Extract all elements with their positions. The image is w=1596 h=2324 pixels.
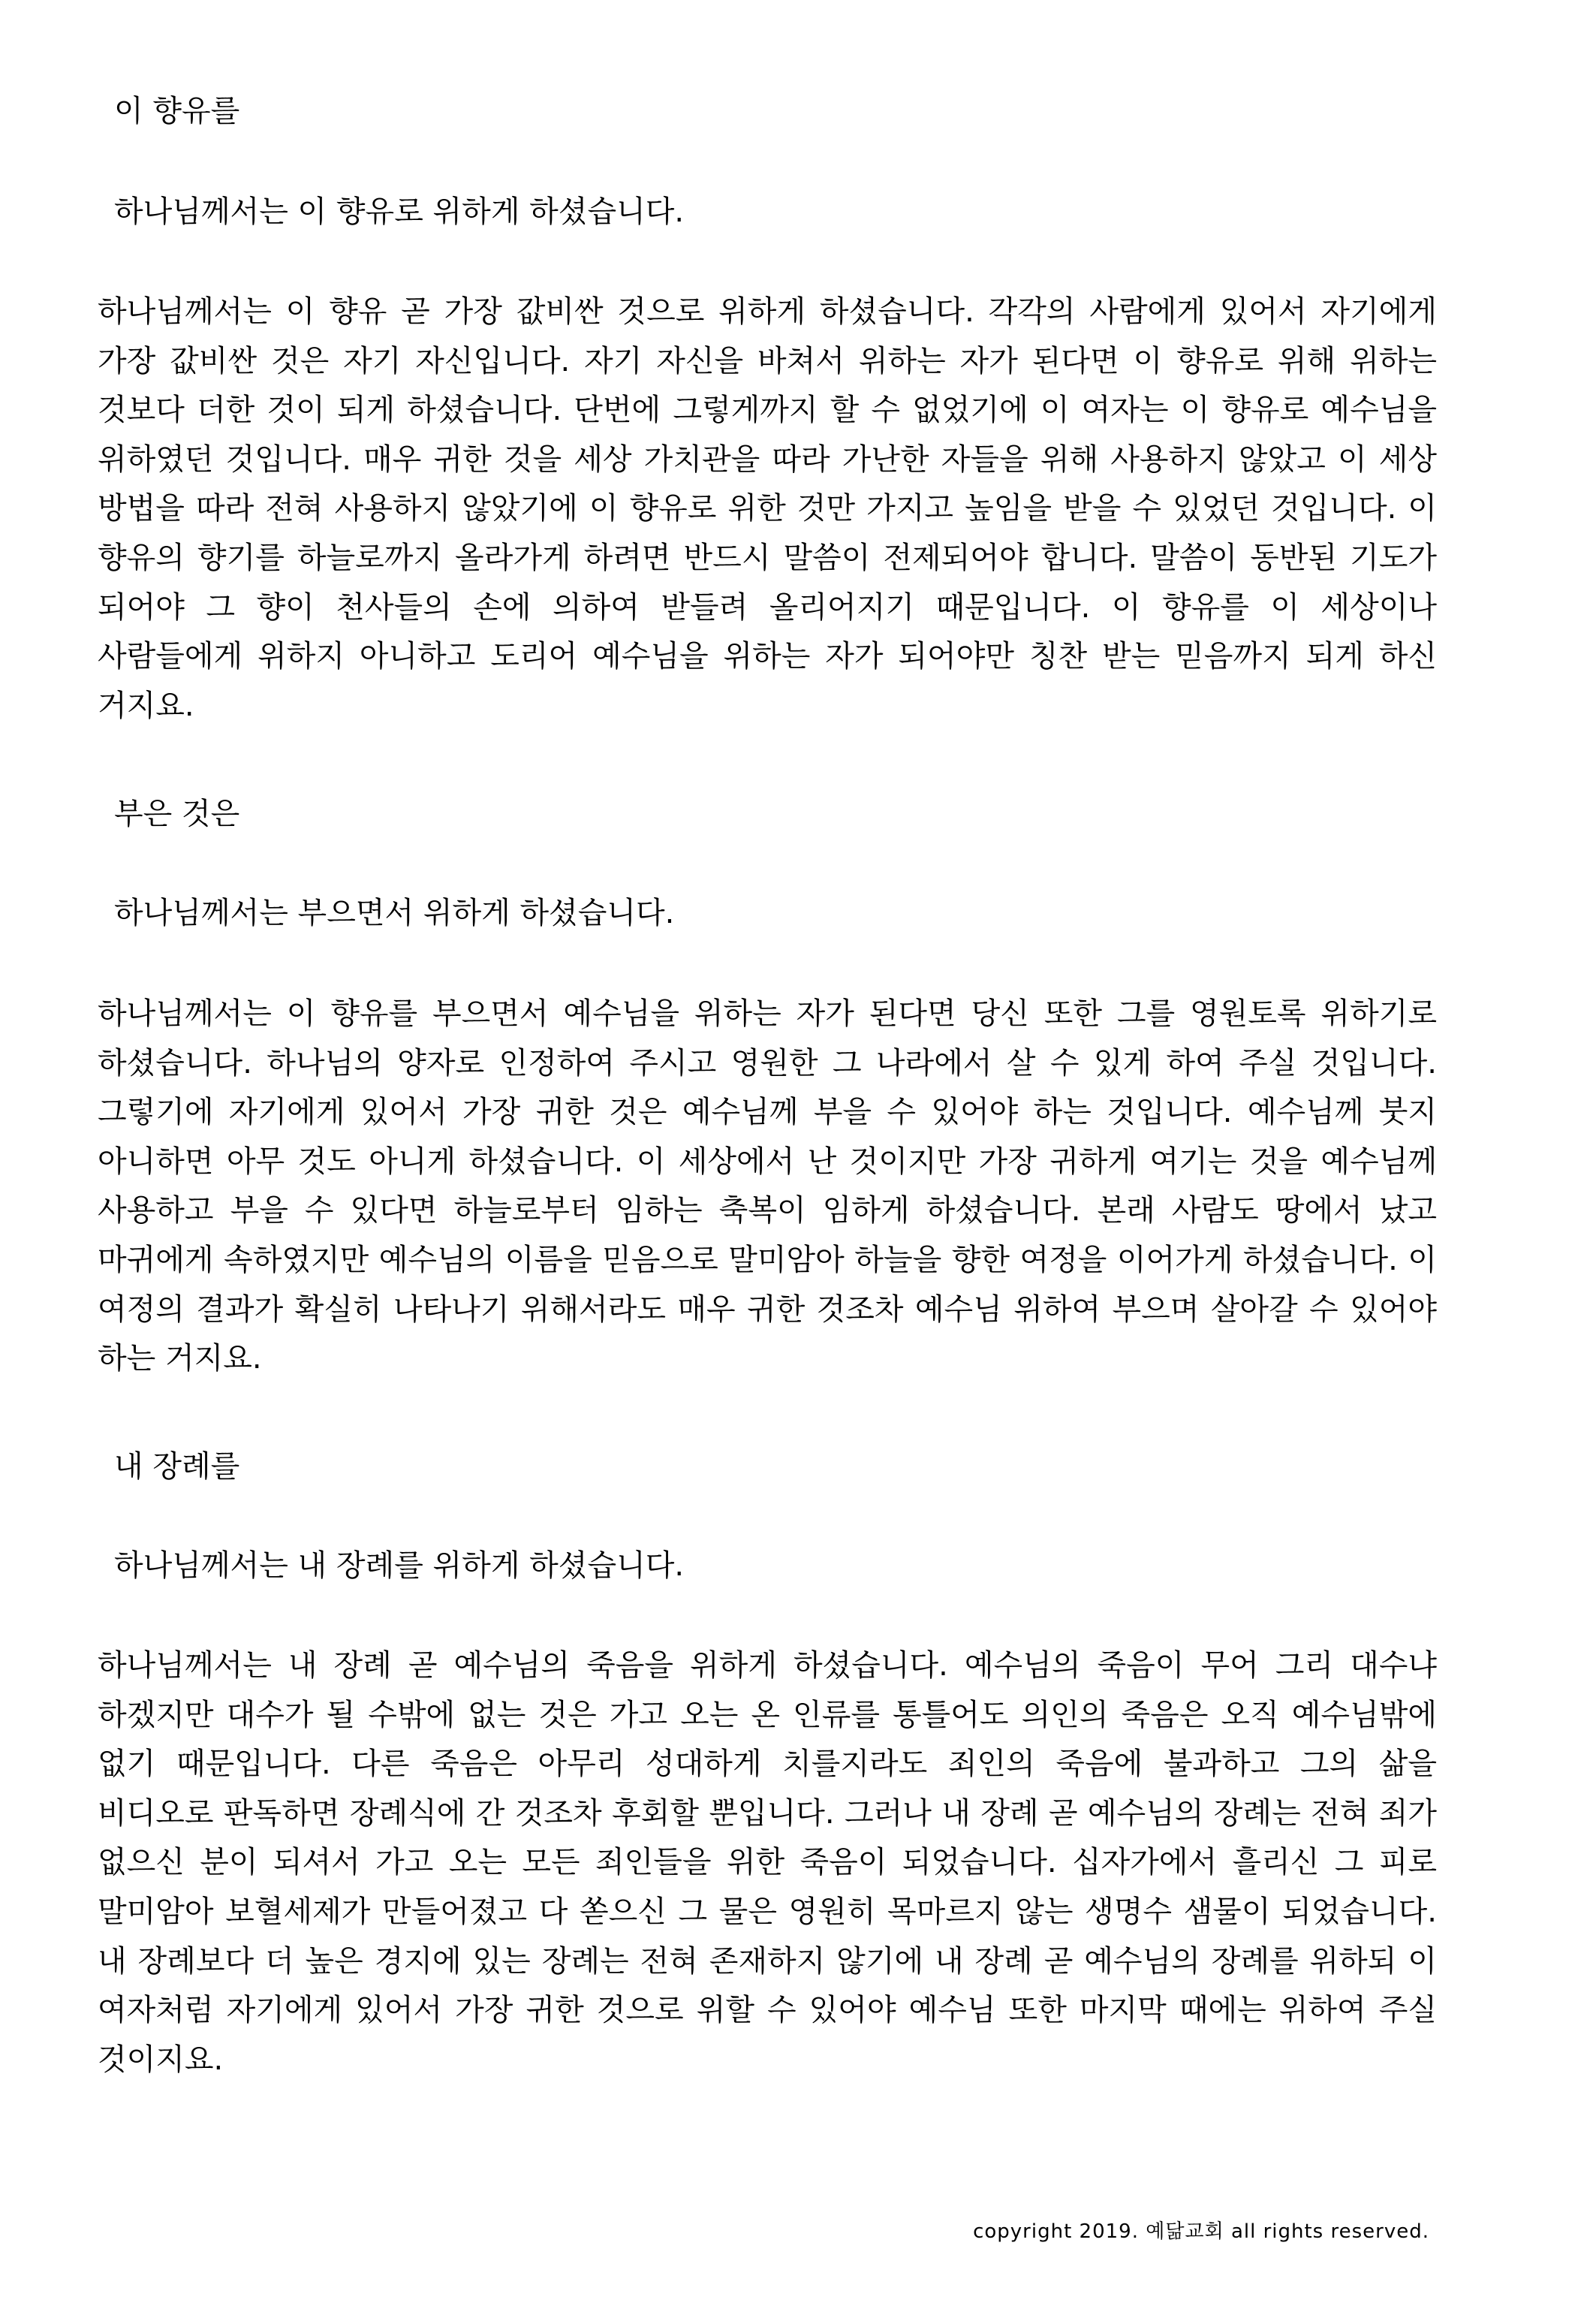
section-heading-2: 부은 것은 bbox=[114, 797, 240, 831]
section-heading-1: 이 향유를 bbox=[114, 94, 240, 128]
copyright-footer: copyright 2019. 예닮교회 all rights reserved. bbox=[973, 2220, 1429, 2243]
section-body-3: 하나님께서는 내 장례 곧 예수님의 죽음을 위하게 하셨습니다. 예수님의 죽음이 무어 그리 대수냐 하겠지만 대수가 될 수밖에 없는 것은 가고 오는 온 인류를 통틀어도 의인의 죽음은 오직 예수님밖에 없기 때문입니다. 다른 죽음은 아무리 성대하게 치를지라도 죄인의 죽음에 불과하고 그의 삶을 비디오로 판독하면 장례식에 간 것조차 후회할 뿐입니다. 그러나 내 장례 곧 예수님의 장례는 전혀 죄가 없으신 분이 되셔서 가고 오는 모든 죄인들을 위한 죽음이 되었습니다. 십자가에서 흘리신 그 피로 말미암아 보혈세제가 만들어졌고 다 쏟으신 그 물은 영원히 목마르지 않는 생명수 샘물이 되었습니다. 내 장례보다 더 높은 경지에 있는 장례는 전혀 존재하지 않기에 내 장례 곧 예수님의 장례를 위하되 이 여자처럼 자기에게 있어서 가장 귀한 것으로 위할 수 있어야 예수님 또한 마지막 때에는 위하여 주실 것이지요. bbox=[98, 1648, 1437, 2077]
section-body-2: 하나님께서는 이 향유를 부으면서 예수님을 위하는 자가 된다면 당신 또한 그를 영원토록 위하기로 하셨습니다. 하나님의 양자로 인정하여 주시고 영원한 그 나라에서 살 수 있게 하여 주실 것입니다. 그렇기에 자기에게 있어서 가장 귀한 것은 예수님께 부을 수 있어야 하는 것입니다. 예수님께 붓지 아니하면 아무 것도 아니게 하셨습니다. 이 세상에서 난 것이지만 가장 귀하게 여기는 것을 예수님께 사용하고 부을 수 있다면 하늘로부터 임하는 축복이 임하게 하셨습니다. 본래 사람도 땅에서 났고 마귀에게 속하였지만 예수님의 이름을 믿음으로 말미암아 하늘을 향한 여정을 이어가게 하셨습니다. 이 여정의 결과가 확실히 나타나기 위해서라도 매우 귀한 것조차 예수님 위하여 부으며 살아갈 수 있어야 하는 거지요. bbox=[98, 996, 1437, 1376]
section-lead-2: 하나님께서는 부으면서 위하게 하셨습니다. bbox=[114, 896, 675, 930]
section-lead-3: 하나님께서는 내 장례를 위하게 하셨습니다. bbox=[114, 1548, 685, 1583]
section-body-1: 하나님께서는 이 향유 곧 가장 값비싼 것으로 위하게 하셨습니다. 각각의 사람에게 있어서 자기에게 가장 값비싼 것은 자기 자신입니다. 자기 자신을 바쳐서 위하는 자가 된다면 이 향유로 위해 위하는 것보다 더한 것이 되게 하셨습니다. 단번에 그렇게까지 할 수 없었기에 이 여자는 이 향유로 예수님을 위하였던 것입니다. 매우 귀한 것을 세상 가치관을 따라 가난한 자들을 위해 사용하지 않았고 이 세상 방법을 따라 전혀 사용하지 않았기에 이 향유로 위한 것만 가지고 높임을 받을 수 있었던 것입니다. 이 향유의 향기를 하늘로까지 올라가게 하려면 반드시 말씀이 전제되어야 합니다. 말씀이 동반된 기도가 되어야 그 향이 천사들의 손에 의하여 받들려 올리어지기 때문입니다. 이 향유를 이 세상이나 사람들에게 위하지 아니하고 도리어 예수님을 위하는 자가 되어야만 칭찬 받는 믿음까지 되게 하신 거지요. bbox=[98, 294, 1437, 723]
section-lead-1: 하나님께서는 이 향유로 위하게 하셨습니다. bbox=[114, 194, 685, 229]
section-heading-3: 내 장례를 bbox=[114, 1449, 240, 1484]
